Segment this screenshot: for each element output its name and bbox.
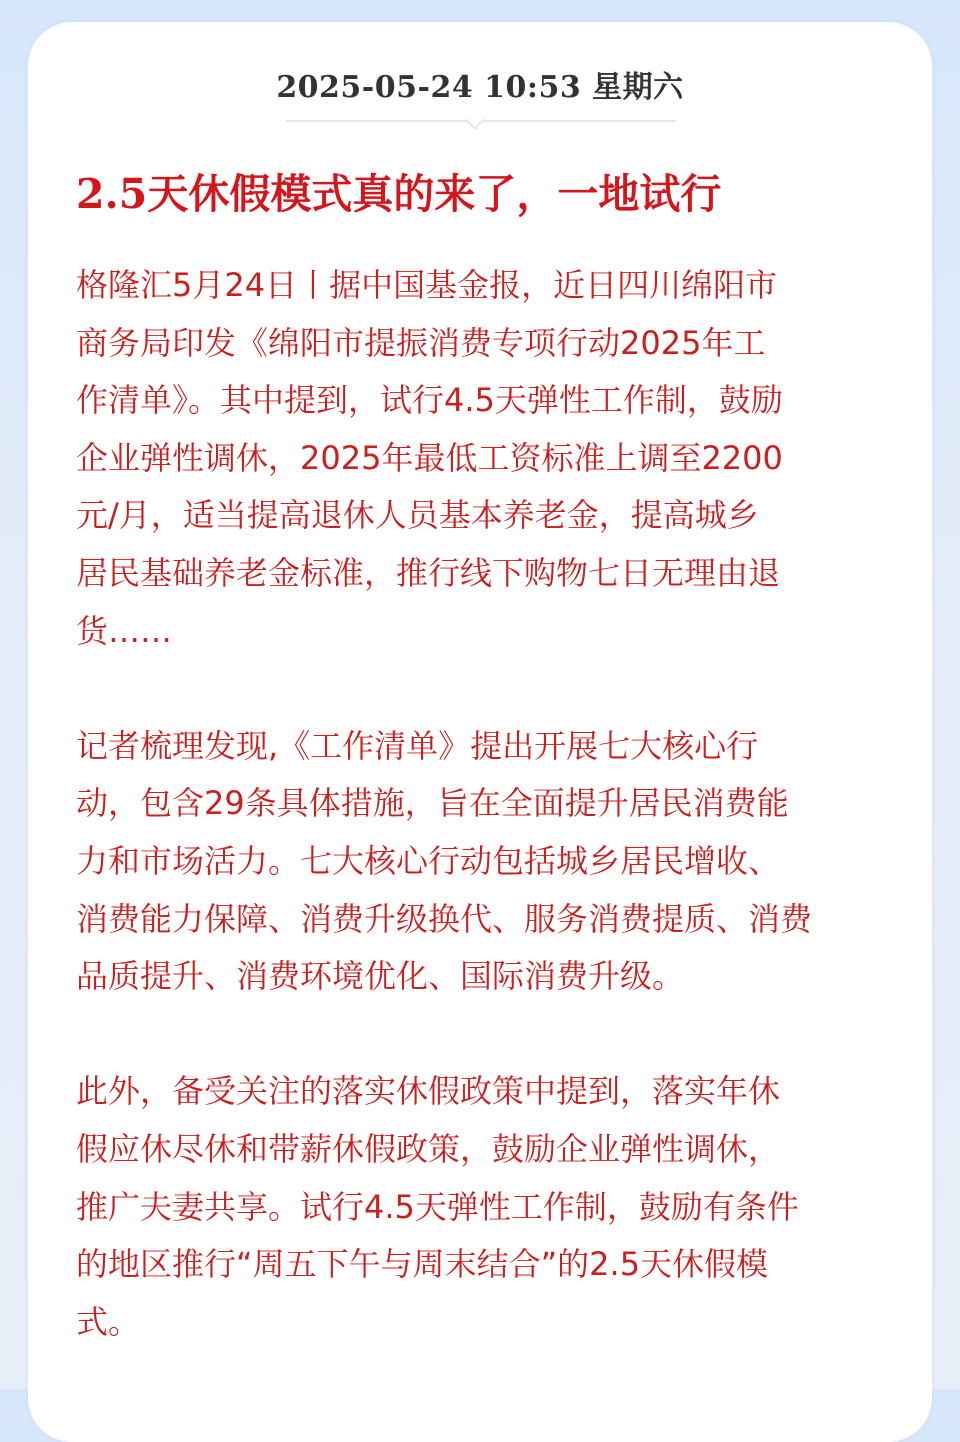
paragraph-line: 推广夫妻共享。试行4.5天弹性工作制，鼓励有条件 xyxy=(76,1187,799,1226)
paragraph-line: 居民基础养老金标准，推行线下购物七日无理由退 xyxy=(76,553,781,592)
article-title: 2.5天休假模式真的来了，一地试行 xyxy=(76,170,722,218)
paragraph-line: 格隆汇5月24日丨据中国基金报，近日四川绵阳市 xyxy=(76,266,778,304)
paragraph-line: 的地区推行“周五下午与周末结合”的2.5天休假模 xyxy=(76,1245,769,1284)
paragraph-line: 力和市场活力。七大核心行动包括城乡居民增收、 xyxy=(76,841,781,880)
paragraph-line: 企业弹性调休，2025年最低工资标准上调至2200 xyxy=(76,438,783,477)
article-datetime: 2025-05-24 10:53 星期六 xyxy=(276,70,684,105)
paragraph-line: 品质提升、消费环境优化、国际消费升级。 xyxy=(76,957,685,996)
paragraph-line: 货…… xyxy=(76,611,173,650)
article-paragraph-3 xyxy=(76,1063,894,1351)
article-paragraph-2 xyxy=(76,718,894,1006)
paragraph-line: 作清单》。其中提到，试行4.5天弹性工作制，鼓励 xyxy=(76,381,783,420)
paragraph-line: 此外，备受关注的落实休假政策中提到，落实年休 xyxy=(76,1072,781,1111)
article-body xyxy=(76,257,894,1409)
paragraph-line: 记者梳理发现,《工作清单》提出开展七大核心行 xyxy=(76,726,759,765)
paragraph-line: 商务局印发《绵阳市提振消费专项行动2025年工 xyxy=(76,323,766,362)
paragraph-line: 动，包含29条具体措施，旨在全面提升居民消费能 xyxy=(76,784,789,823)
paragraph-line: 消费能力保障、消费升级换代、服务消费提质、消费 xyxy=(76,899,813,938)
paragraph-line: 假应休尽休和带薪休假政策，鼓励企业弹性调休， xyxy=(76,1129,781,1168)
article-paragraph-1 xyxy=(76,257,894,660)
paragraph-line: 式。 xyxy=(76,1302,141,1341)
paragraph-line: 元/月，适当提高退休人员基本养老金，提高城乡 xyxy=(76,496,759,535)
